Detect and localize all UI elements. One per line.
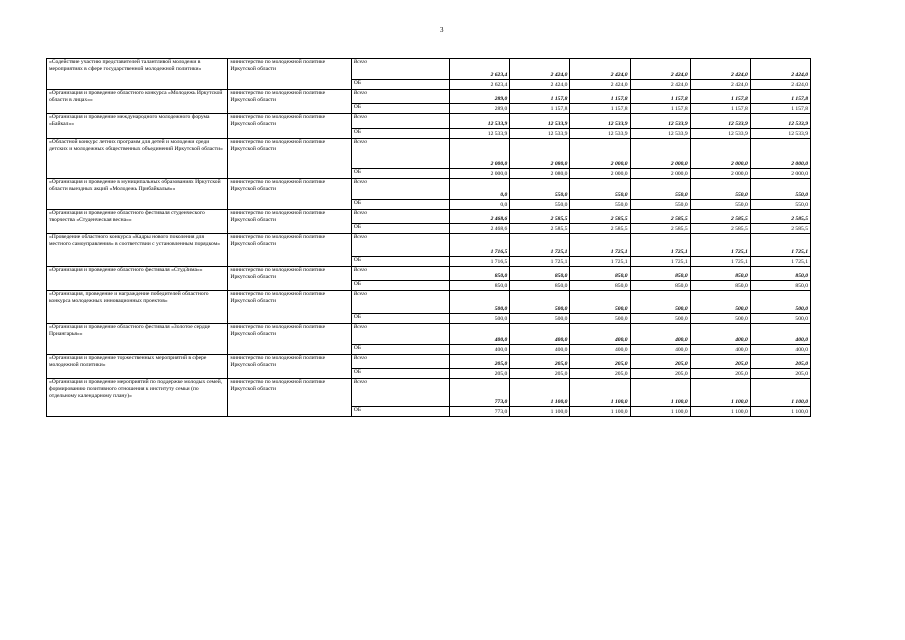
ob-value-cell: 850,0 bbox=[450, 281, 510, 291]
ob-value-cell: 2 585,5 bbox=[510, 224, 570, 234]
total-value-cell: 1 157,8 bbox=[570, 90, 630, 104]
ob-value-cell: 1 157,8 bbox=[690, 104, 750, 114]
ob-value-cell: 400,0 bbox=[750, 345, 810, 355]
ob-value-cell: 2 424,0 bbox=[630, 80, 690, 90]
ob-value-cell: 2 000,0 bbox=[450, 169, 510, 179]
total-value-cell: 205,0 bbox=[630, 355, 690, 369]
total-value-cell: 1 157,8 bbox=[510, 90, 570, 104]
total-value-cell: 1 157,8 bbox=[690, 90, 750, 104]
total-value-cell: 2 585,5 bbox=[630, 210, 690, 224]
total-value-cell: 500,0 bbox=[510, 291, 570, 314]
event-name-cell: «Организация и проведение торжественных мероприятий в сфере молодежной политики» bbox=[47, 355, 228, 379]
ob-value-cell: 550,0 bbox=[510, 200, 570, 210]
ob-value-cell: 850,0 bbox=[630, 281, 690, 291]
source-ob-label: ОБ bbox=[351, 257, 449, 267]
event-name-cell: «Организация и проведение областного конкурса «Молодежь Иркутской области в лицах»» bbox=[47, 90, 228, 114]
table-row bbox=[47, 291, 811, 314]
event-name-cell: «Организация и проведение областного фестиваля «Золотое сердце Приангарья»» bbox=[47, 324, 228, 355]
total-value-cell: 850,0 bbox=[450, 267, 510, 281]
total-value-cell: 1 725,1 bbox=[570, 234, 630, 257]
source-total-label: Всего bbox=[351, 355, 449, 369]
responsible-cell: министерство по молодежной политике Иркутской области bbox=[228, 234, 351, 267]
total-value-cell: 205,0 bbox=[570, 355, 630, 369]
ob-value-cell: 850,0 bbox=[750, 281, 810, 291]
ob-value-cell: 500,0 bbox=[630, 314, 690, 324]
table-row bbox=[47, 139, 811, 169]
source-ob-label: ОБ bbox=[351, 407, 449, 417]
total-value-cell: 850,0 bbox=[570, 267, 630, 281]
table-row bbox=[47, 59, 811, 80]
ob-value-cell: 500,0 bbox=[450, 314, 510, 324]
ob-value-cell: 2 000,0 bbox=[630, 169, 690, 179]
ob-value-cell: 850,0 bbox=[570, 281, 630, 291]
total-value-cell: 2 424,0 bbox=[510, 59, 570, 80]
total-value-cell: 1 725,1 bbox=[630, 234, 690, 257]
event-name-cell: «Областной конкурс летних программ для детей и молодежи среди детских и молодежных общественных объединений Иркутской области» bbox=[47, 139, 228, 179]
total-value-cell: 850,0 bbox=[510, 267, 570, 281]
total-value-cell: 500,0 bbox=[570, 291, 630, 314]
ob-value-cell: 773,0 bbox=[450, 407, 510, 417]
total-value-cell: 1 100,0 bbox=[630, 379, 690, 407]
ob-value-cell: 1 157,8 bbox=[510, 104, 570, 114]
total-value-cell: 550,0 bbox=[570, 179, 630, 200]
ob-value-cell: 12 533,9 bbox=[630, 129, 690, 139]
total-value-cell: 12 533,9 bbox=[510, 114, 570, 129]
total-value-cell: 400,0 bbox=[630, 324, 690, 345]
ob-value-cell: 205,0 bbox=[630, 369, 690, 379]
total-value-cell: 205,0 bbox=[690, 355, 750, 369]
total-value-cell: 1 725,1 bbox=[750, 234, 810, 257]
total-value-cell: 12 533,9 bbox=[690, 114, 750, 129]
ob-value-cell: 1 725,1 bbox=[510, 257, 570, 267]
responsible-cell: министерство по молодежной политике Иркутской области bbox=[228, 139, 351, 179]
total-value-cell: 2 000,0 bbox=[690, 139, 750, 169]
source-total-label: Всего bbox=[351, 267, 449, 281]
page-number: 3 bbox=[440, 26, 444, 34]
table-row bbox=[47, 179, 811, 200]
ob-value-cell: 1 100,0 bbox=[510, 407, 570, 417]
total-value-cell: 1 725,1 bbox=[510, 234, 570, 257]
event-name-cell: «Организация, проведение и награждение победителей областного конкурса молодежных инновационных проектов» bbox=[47, 291, 228, 324]
budget-table bbox=[46, 58, 811, 417]
total-value-cell: 400,0 bbox=[690, 324, 750, 345]
total-value-cell: 550,0 bbox=[510, 179, 570, 200]
responsible-cell: министерство по молодежной политике Иркутской области bbox=[228, 210, 351, 234]
event-name-cell: «Организация и проведение в муниципальных образованиях Иркутской области выездных акций «Молодежь Прибайкалья»» bbox=[47, 179, 228, 210]
total-value-cell: 2 000,0 bbox=[570, 139, 630, 169]
total-value-cell: 2 623,4 bbox=[450, 59, 510, 80]
ob-value-cell: 1 725,1 bbox=[570, 257, 630, 267]
total-value-cell: 2 424,0 bbox=[690, 59, 750, 80]
total-value-cell: 1 157,8 bbox=[630, 90, 690, 104]
ob-value-cell: 1 100,0 bbox=[570, 407, 630, 417]
source-ob-label: ОБ bbox=[351, 345, 449, 355]
total-value-cell: 500,0 bbox=[630, 291, 690, 314]
ob-value-cell: 850,0 bbox=[690, 281, 750, 291]
ob-value-cell: 500,0 bbox=[510, 314, 570, 324]
total-value-cell: 850,0 bbox=[630, 267, 690, 281]
ob-value-cell: 1 725,1 bbox=[630, 257, 690, 267]
total-value-cell: 12 533,9 bbox=[450, 114, 510, 129]
event-name-cell: «Содействие участию представителей талантливой молодежи в мероприятиях в сфере государственной молодежной политики» bbox=[47, 59, 228, 90]
responsible-cell: министерство по молодежной политике Иркутской области bbox=[228, 90, 351, 114]
source-total-label: Всего bbox=[351, 59, 449, 80]
ob-value-cell: 1 157,8 bbox=[570, 104, 630, 114]
ob-value-cell: 2 000,0 bbox=[750, 169, 810, 179]
total-value-cell: 400,0 bbox=[570, 324, 630, 345]
ob-value-cell: 2 623,4 bbox=[450, 80, 510, 90]
total-value-cell: 850,0 bbox=[750, 267, 810, 281]
total-value-cell: 0,0 bbox=[450, 179, 510, 200]
total-value-cell: 12 533,9 bbox=[630, 114, 690, 129]
table-row bbox=[47, 355, 811, 369]
event-name-cell: «Организация и проведение областного фестиваля студенческого творчества «Студенческая весна»» bbox=[47, 210, 228, 234]
total-value-cell: 205,0 bbox=[450, 355, 510, 369]
ob-value-cell: 1 716,5 bbox=[450, 257, 510, 267]
ob-value-cell: 2 424,0 bbox=[510, 80, 570, 90]
ob-value-cell: 850,0 bbox=[510, 281, 570, 291]
responsible-cell: министерство по молодежной политике Иркутской области bbox=[228, 114, 351, 139]
total-value-cell: 2 585,5 bbox=[750, 210, 810, 224]
ob-value-cell: 500,0 bbox=[750, 314, 810, 324]
source-total-label: Всего bbox=[351, 90, 449, 104]
ob-value-cell: 1 725,1 bbox=[750, 257, 810, 267]
total-value-cell: 2 424,0 bbox=[750, 59, 810, 80]
source-total-label: Всего bbox=[351, 179, 449, 200]
ob-value-cell: 2 585,5 bbox=[750, 224, 810, 234]
table-row bbox=[47, 210, 811, 224]
source-ob-label: ОБ bbox=[351, 369, 449, 379]
ob-value-cell: 12 533,9 bbox=[450, 129, 510, 139]
responsible-cell: министерство по молодежной политике Иркутской области bbox=[228, 355, 351, 379]
ob-value-cell: 205,0 bbox=[570, 369, 630, 379]
total-value-cell: 2 585,5 bbox=[510, 210, 570, 224]
ob-value-cell: 2 585,5 bbox=[570, 224, 630, 234]
source-ob-label: ОБ bbox=[351, 314, 449, 324]
ob-value-cell: 2 424,0 bbox=[570, 80, 630, 90]
responsible-cell: министерство по молодежной политике Иркутской области bbox=[228, 291, 351, 324]
source-ob-label: ОБ bbox=[351, 80, 449, 90]
event-name-cell: «Проведение областного конкурса «Кадры нового поколения для местного самоуправления» в соответствии с установленным порядком» bbox=[47, 234, 228, 267]
ob-value-cell: 500,0 bbox=[570, 314, 630, 324]
ob-value-cell: 289,0 bbox=[450, 104, 510, 114]
total-value-cell: 2 424,0 bbox=[630, 59, 690, 80]
source-total-label: Всего bbox=[351, 379, 449, 407]
source-ob-label: ОБ bbox=[351, 129, 449, 139]
table-row bbox=[47, 234, 811, 257]
ob-value-cell: 0,0 bbox=[450, 200, 510, 210]
total-value-cell: 2 424,0 bbox=[570, 59, 630, 80]
total-value-cell: 12 533,9 bbox=[750, 114, 810, 129]
ob-value-cell: 1 100,0 bbox=[630, 407, 690, 417]
ob-value-cell: 2 585,5 bbox=[690, 224, 750, 234]
ob-value-cell: 400,0 bbox=[630, 345, 690, 355]
ob-value-cell: 2 585,5 bbox=[630, 224, 690, 234]
ob-value-cell: 1 157,8 bbox=[630, 104, 690, 114]
total-value-cell: 1 100,0 bbox=[690, 379, 750, 407]
ob-value-cell: 1 100,0 bbox=[750, 407, 810, 417]
total-value-cell: 550,0 bbox=[690, 179, 750, 200]
responsible-cell: министерство по молодежной политике Иркутской области bbox=[228, 379, 351, 417]
total-value-cell: 2 000,0 bbox=[630, 139, 690, 169]
event-name-cell: «Организация и проведение международного молодежного форума «Байкал»» bbox=[47, 114, 228, 139]
total-value-cell: 400,0 bbox=[750, 324, 810, 345]
ob-value-cell: 2 424,0 bbox=[690, 80, 750, 90]
ob-value-cell: 550,0 bbox=[630, 200, 690, 210]
table-row bbox=[47, 267, 811, 281]
total-value-cell: 205,0 bbox=[750, 355, 810, 369]
total-value-cell: 400,0 bbox=[450, 324, 510, 345]
total-value-cell: 1 100,0 bbox=[570, 379, 630, 407]
total-value-cell: 1 716,5 bbox=[450, 234, 510, 257]
total-value-cell: 1 100,0 bbox=[510, 379, 570, 407]
ob-value-cell: 1 100,0 bbox=[690, 407, 750, 417]
source-ob-label: ОБ bbox=[351, 200, 449, 210]
table-row bbox=[47, 324, 811, 345]
ob-value-cell: 12 533,9 bbox=[690, 129, 750, 139]
total-value-cell: 550,0 bbox=[750, 179, 810, 200]
total-value-cell: 2 468,6 bbox=[450, 210, 510, 224]
table-row bbox=[47, 114, 811, 129]
total-value-cell: 289,0 bbox=[450, 90, 510, 104]
source-total-label: Всего bbox=[351, 291, 449, 314]
ob-value-cell: 205,0 bbox=[750, 369, 810, 379]
responsible-cell: министерство по молодежной политике Иркутской области bbox=[228, 324, 351, 355]
ob-value-cell: 1 157,8 bbox=[750, 104, 810, 114]
total-value-cell: 550,0 bbox=[630, 179, 690, 200]
table-row bbox=[47, 90, 811, 104]
total-value-cell: 2 000,0 bbox=[750, 139, 810, 169]
ob-value-cell: 400,0 bbox=[510, 345, 570, 355]
ob-value-cell: 550,0 bbox=[570, 200, 630, 210]
ob-value-cell: 12 533,9 bbox=[510, 129, 570, 139]
source-ob-label: ОБ bbox=[351, 169, 449, 179]
ob-value-cell: 1 725,1 bbox=[690, 257, 750, 267]
total-value-cell: 1 725,1 bbox=[690, 234, 750, 257]
total-value-cell: 1 100,0 bbox=[750, 379, 810, 407]
ob-value-cell: 12 533,9 bbox=[570, 129, 630, 139]
table-row bbox=[47, 379, 811, 407]
responsible-cell: министерство по молодежной политике Иркутской области bbox=[228, 267, 351, 291]
event-name-cell: «Организация и проведение областного фестиваля «СтудЗима»» bbox=[47, 267, 228, 291]
source-ob-label: ОБ bbox=[351, 224, 449, 234]
ob-value-cell: 2 468,6 bbox=[450, 224, 510, 234]
ob-value-cell: 205,0 bbox=[450, 369, 510, 379]
total-value-cell: 2 000,0 bbox=[450, 139, 510, 169]
ob-value-cell: 2 000,0 bbox=[570, 169, 630, 179]
ob-value-cell: 2 000,0 bbox=[690, 169, 750, 179]
ob-value-cell: 400,0 bbox=[690, 345, 750, 355]
ob-value-cell: 2 080,0 bbox=[510, 169, 570, 179]
source-total-label: Всего bbox=[351, 234, 449, 257]
responsible-cell: министерство по молодежной политике Иркутской области bbox=[228, 59, 351, 90]
responsible-cell: министерство по молодежной политике Иркутской области bbox=[228, 179, 351, 210]
total-value-cell: 500,0 bbox=[450, 291, 510, 314]
source-ob-label: ОБ bbox=[351, 281, 449, 291]
total-value-cell: 2 585,5 bbox=[570, 210, 630, 224]
total-value-cell: 500,0 bbox=[690, 291, 750, 314]
ob-value-cell: 550,0 bbox=[690, 200, 750, 210]
event-name-cell: «Организация и проведение мероприятий по поддержке молодых семей, формированию позитивного отношения к институту семьи (по отдельному календарному плану)» bbox=[47, 379, 228, 417]
total-value-cell: 400,0 bbox=[510, 324, 570, 345]
source-total-label: Всего bbox=[351, 324, 449, 345]
ob-value-cell: 12 533,9 bbox=[750, 129, 810, 139]
source-total-label: Всего bbox=[351, 210, 449, 224]
ob-value-cell: 550,0 bbox=[750, 200, 810, 210]
source-ob-label: ОБ bbox=[351, 104, 449, 114]
ob-value-cell: 400,0 bbox=[570, 345, 630, 355]
total-value-cell: 2 585,5 bbox=[690, 210, 750, 224]
ob-value-cell: 205,0 bbox=[690, 369, 750, 379]
ob-value-cell: 205,0 bbox=[510, 369, 570, 379]
ob-value-cell: 400,0 bbox=[450, 345, 510, 355]
total-value-cell: 205,0 bbox=[510, 355, 570, 369]
total-value-cell: 2 080,0 bbox=[510, 139, 570, 169]
ob-value-cell: 500,0 bbox=[690, 314, 750, 324]
ob-value-cell: 2 424,0 bbox=[750, 80, 810, 90]
total-value-cell: 12 533,9 bbox=[570, 114, 630, 129]
total-value-cell: 1 157,8 bbox=[750, 90, 810, 104]
total-value-cell: 500,0 bbox=[750, 291, 810, 314]
source-total-label: Всего bbox=[351, 114, 449, 129]
source-total-label: Всего bbox=[351, 139, 449, 169]
total-value-cell: 850,0 bbox=[690, 267, 750, 281]
total-value-cell: 773,0 bbox=[450, 379, 510, 407]
